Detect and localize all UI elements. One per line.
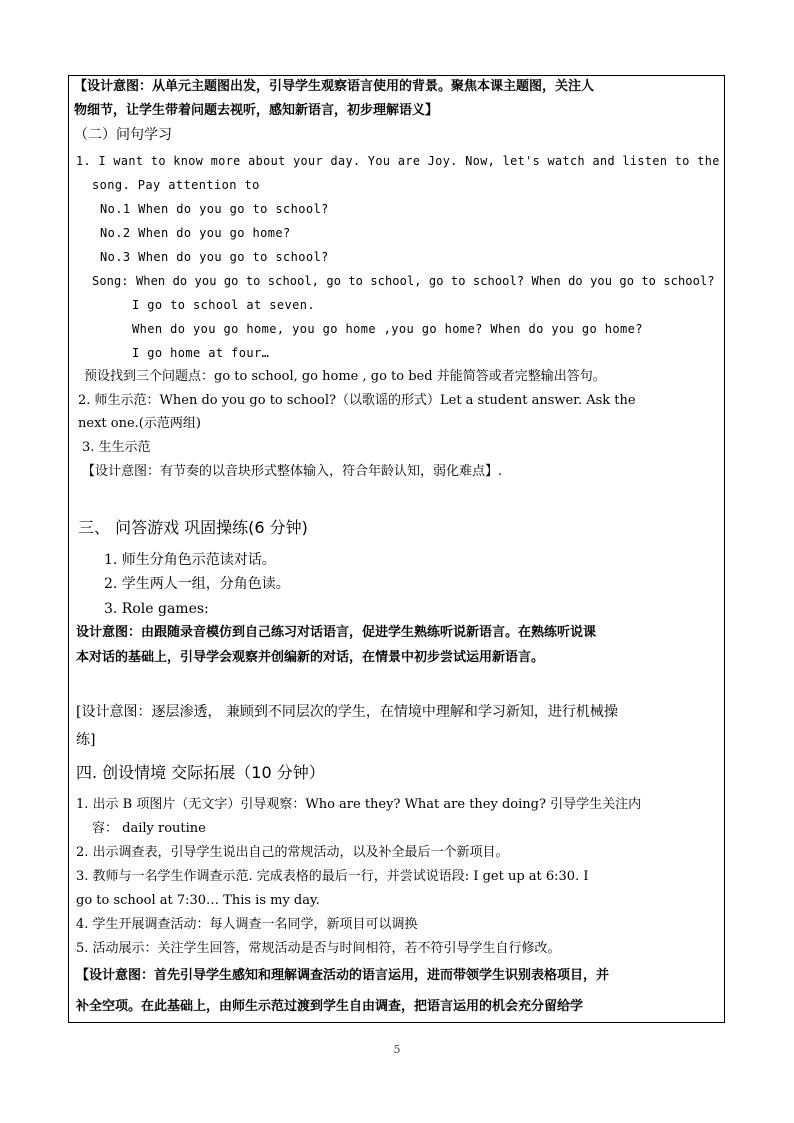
section-3-heading: 三、 问答游戏 巩固操练(6 分钟) — [78, 518, 308, 537]
song-line-4: I go home at four… — [132, 346, 270, 360]
question-3: No.3 When do you go to school? — [100, 250, 329, 264]
section-4-step-1-line-2: 容： daily routine — [92, 821, 206, 836]
section-3-item-2: 2. 学生两人一组，分角色读。 — [104, 576, 290, 592]
song-line-1: Song: When do you go to school, go to school, go to school? When do you go to school? — [92, 274, 715, 288]
section-4-step-4: 4. 学生开展调查活动：每人调查一名同学，新项目可以调换 — [76, 917, 418, 932]
preset-answer-line: 预设找到三个问题点：go to school, go home , go to bed 并能简答或者完整输出答句。 — [84, 369, 606, 384]
design-intent-layered-line-1: [设计意图：逐层渗透， 兼顾到不同层次的学生，在情境中理解和学习新知，进行机械操 — [76, 704, 618, 720]
section-4-step-3-line-1: 3. 教师与一名学生作调查示范. 完成表格的最后一行，并尝试说语段: I get up at 6:30. I — [76, 869, 589, 884]
design-intent-rhythm: 【设计意图：有节奏的以音块形式整体输入，符合年龄认知，弱化难点】. — [82, 464, 503, 479]
step-2-line-1: 2. 师生示范：When do you go to school?（以歌谣的形式）Let a student answer. Ask the — [78, 393, 636, 408]
design-intent-layered-line-2: 练] — [76, 732, 96, 748]
song-line-2: I go to school at seven. — [132, 298, 315, 312]
question-2: No.2 When do you go home? — [100, 226, 291, 240]
page-number: 5 — [393, 1043, 401, 1056]
section-4-step-2: 2. 出示调查表，引导学生说出自己的常规活动，以及补全最后一个新项目。 — [76, 845, 509, 860]
design-intent-line-2: 物细节，让学生带着问题去视听，感知新语言，初步理解语义】 — [74, 103, 439, 118]
step-1-line-1: 1. I want to know more about your day. You are Joy. Now, let's watch and listen to the — [76, 154, 720, 168]
design-intent-dialogue-line-2: 本对话的基础上，引导学会观察并创编新的对话，在情景中初步尝试运用新语言。 — [76, 650, 545, 665]
section-3-item-1: 1. 师生分角色示范读对话。 — [104, 552, 276, 568]
section-4-step-3-line-2: go to school at 7:30… This is my day. — [76, 893, 320, 908]
step-2-line-2: next one.(示范两组) — [78, 416, 201, 431]
design-intent-dialogue-line-1: 设计意图：由跟随录音模仿到自己练习对话语言，促进学生熟练听说新语言。在熟练听说课 — [76, 625, 597, 640]
question-1: No.1 When do you go to school? — [100, 202, 329, 216]
song-line-3: When do you go home, you go home ,you go home? When do you go home? — [132, 322, 643, 336]
design-intent-survey-line-2: 补全空项。在此基础上，由师生示范过渡到学生自由调查，把语言运用的机会充分留给学 — [76, 999, 584, 1014]
section-4-step-1-line-1: 1. 出示 B 项图片（无文字）引导观察：Who are they? What are they doing? 引导学生关注内 — [76, 797, 642, 812]
step-3-line: 3. 生生示范 — [82, 440, 151, 455]
section-3-item-3: 3. Role games: — [104, 601, 209, 617]
design-intent-line-1: 【设计意图：从单元主题图出发，引导学生观察语言使用的背景。聚焦本课主题图，关注人 — [74, 79, 595, 94]
step-1-line-2: song. Pay attention to — [92, 178, 260, 192]
section-4-step-5: 5. 活动展示：关注学生回答，常规活动是否与时间相符，若不符引导学生自行修改。 — [76, 941, 561, 956]
section-4-heading: 四. 创设情境 交际拓展（10 分钟） — [76, 763, 325, 782]
section-heading-questions: （二）问句学习 — [74, 127, 172, 143]
design-intent-survey-line-1: 【设计意图：首先引导学生感知和理解调查活动的语言运用，进而带领学生识别表格项目，并 — [76, 968, 610, 983]
